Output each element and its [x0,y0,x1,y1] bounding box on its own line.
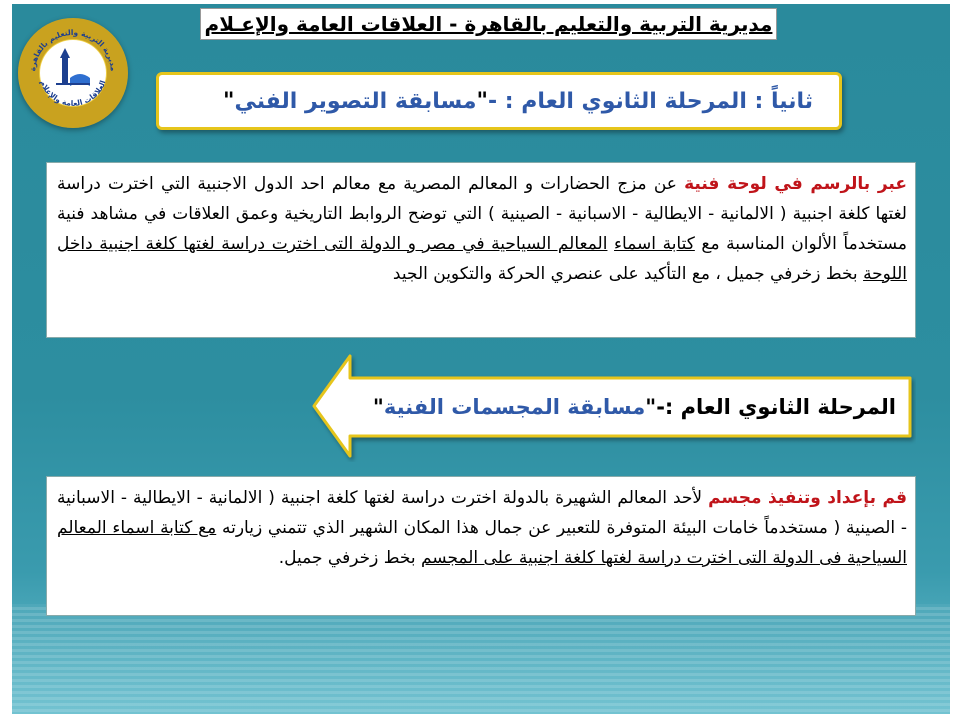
section1-title-name: مسابقة التصوير الفني [234,88,477,114]
svg-text:مديرية التربية والتعليم بالقاه: مديرية التربية والتعليم بالقاهرة [28,27,118,72]
section2-text-2: بخط زخرفي جميل. [278,548,421,568]
section2-text-1: لأحد المعالم الشهيرة بالدولة اخترت دراسة لغتها كلغة اجنبية ( الالمانية - الايطالية - الاسبانية - الصينية ( مستخدماً خامات البيئة المتوفرة للتعبير عن جمال هذا المكان الشهير الذي تتمني زيارته [57,488,907,538]
svg-text:العلاقات العامة والإعلام: العلاقات العامة والإعلام [38,78,108,108]
section1-open-quote: " [476,88,489,114]
section2-open-quote: " [645,395,657,419]
section2-lead: قم بإعداد وتنفيذ مجسم [708,488,907,508]
section2-arrow-banner [310,352,916,462]
page-header [200,8,777,40]
section1-text-1: عن مزج الحضارات و المعالم المصرية مع معالم احد الدول الاجنبية التي اخترت دراسة لغتها كلغة اجنبية ( الالمانية - الايطالية - الاسبانية - الصينية ) التي توضح الروابط التاريخية وعمق العلاقات في مشاهد فنية مستخدماً الألوان المناسبة مع [57,174,907,254]
section1-description [46,162,916,338]
logo-emblem-icon [18,18,128,128]
section1-underlined-2: المعالم السياحية في مصر و الدولة التى اخترت دراسة لغتها كلغة اجنبية داخل اللوحة [57,234,907,284]
section2-title-prefix: المرحلة الثانوي العام :- [656,395,896,419]
section2-title-name: مسابقة المجسمات الفنية [383,395,646,419]
section1-underlined-1: كتابة اسماء [614,234,695,254]
section1-text-3: بخط زخرفي جميل ، مع التأكيد على عنصري الحركة والتكوين الجيد [392,264,864,284]
section2-underlined-1: مع كتابة اسماء المعالم السياحية فى الدولة التى اخترت دراسة لغتها كلغة اجنبية على المجسم [57,518,907,568]
section1-title-prefix: ثانياً : المرحلة الثانوي العام : - [488,88,813,114]
section2-description [46,476,916,616]
decorative-stripes [12,604,950,714]
section2-title [350,352,902,462]
section2-close-quote: " [372,395,384,419]
directorate-logo [18,18,128,128]
section1-lead: عبر بالرسم في لوحة فنية [684,174,907,194]
section1-close-quote: " [222,88,235,114]
header-title: مديرية التربية والتعليم بالقاهرة - العلاقات العامة والإعـلام [204,12,773,36]
section1-banner [156,72,842,130]
